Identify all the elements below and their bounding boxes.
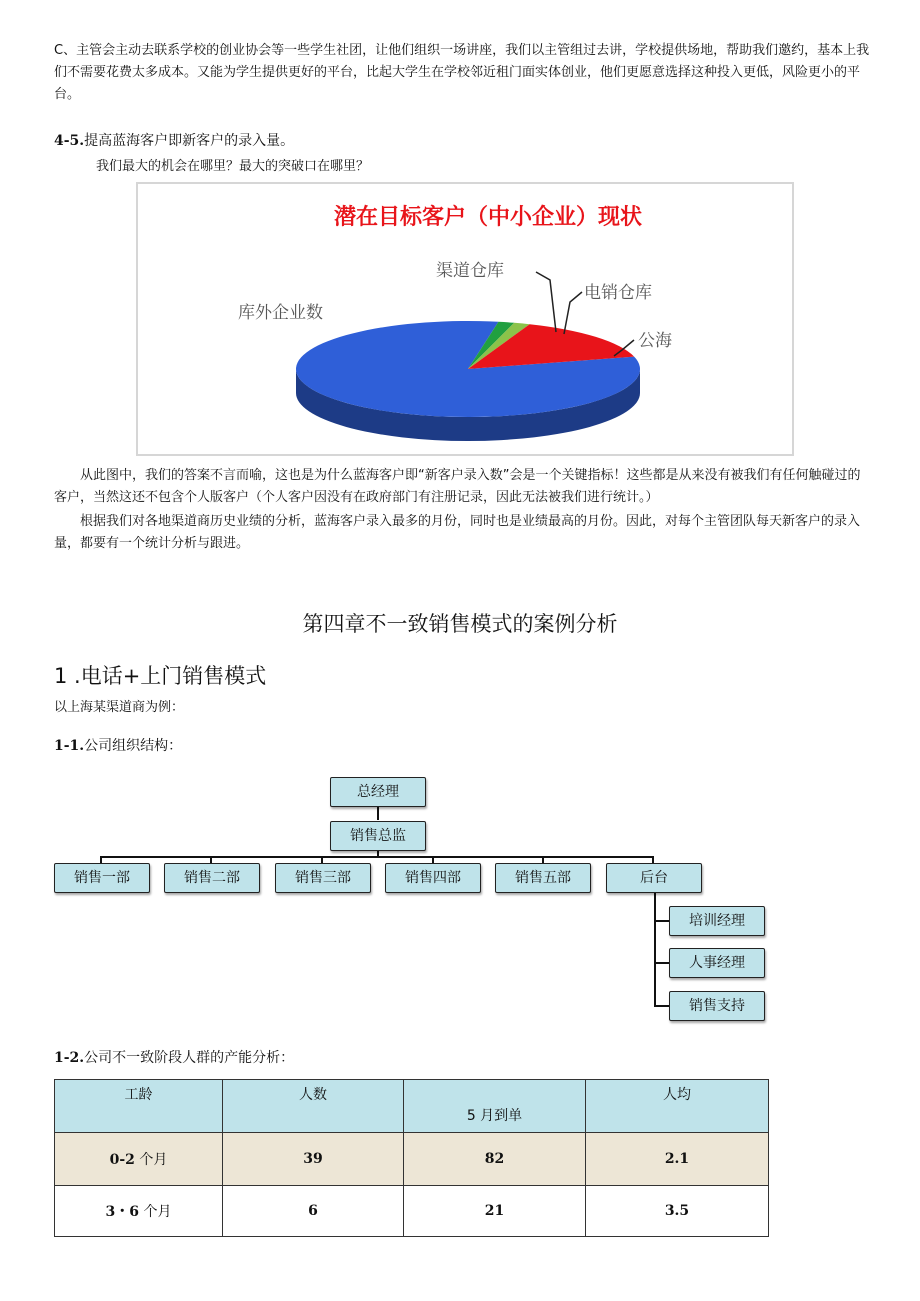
org-node-sales-dept-4: 销售四部 — [385, 863, 481, 893]
table-header-cell — [404, 1080, 586, 1133]
header-headcount: 人数 — [299, 1087, 327, 1103]
tenure-unit: 个月 — [139, 1152, 168, 1168]
tenure-range: 3・6 — [105, 1204, 140, 1220]
cell-average: 2.1 — [586, 1133, 769, 1186]
org-node-sales-dept-5: 销售五部 — [495, 863, 591, 893]
table-heading-text: 公司不一致阶段人群的产能分析： — [84, 1050, 295, 1066]
org-chart — [0, 770, 920, 1030]
question-text: 我们最大的机会在哪里？最大的突破口在哪里？ — [96, 159, 370, 174]
connector-backoffice-3 — [654, 1005, 670, 1007]
table-header-cell — [55, 1080, 223, 1133]
pie-leader-line — [564, 292, 582, 334]
table-header-cell — [223, 1080, 404, 1133]
header-tenure: 工龄 — [124, 1087, 153, 1103]
cell-orders: 82 — [404, 1133, 586, 1186]
org-node-sales-dept-2: 销售二部 — [164, 863, 260, 893]
table-heading-number: 1-2. — [54, 1050, 85, 1066]
example-text: 以上海某渠道商为例： — [54, 700, 185, 715]
pie-chart — [138, 184, 792, 454]
org-node-sales-support: 销售支持 — [669, 991, 765, 1021]
tenure-range: 0-2 — [109, 1152, 135, 1168]
table-row — [55, 1133, 769, 1186]
org-node-general-manager: 总经理 — [330, 777, 426, 807]
cell-orders: 21 — [404, 1186, 586, 1237]
table-header-cell — [586, 1080, 769, 1133]
pie-label: 电销仓库 — [584, 283, 652, 303]
table-row — [55, 1186, 769, 1237]
pie-chart-container — [136, 182, 794, 456]
productivity-table — [54, 1079, 769, 1237]
org-node-sales-director: 销售总监 — [330, 821, 426, 851]
cell-headcount: 6 — [223, 1186, 404, 1237]
header-may-orders: 5 月到单 — [466, 1108, 523, 1124]
table-cell — [55, 1186, 223, 1237]
cell-average: 3.5 — [586, 1186, 769, 1237]
table-heading — [54, 1047, 294, 1067]
section-title: 1 .电话+上门销售模式 — [54, 664, 267, 688]
org-node-sales-dept-3: 销售三部 — [275, 863, 371, 893]
connector-gm-director — [377, 806, 379, 820]
heading-4-5-number: 4-5. — [54, 133, 85, 149]
connector-dept-bus — [100, 856, 654, 858]
pie-label: 渠道仓库 — [436, 261, 504, 281]
table-cell — [55, 1133, 223, 1186]
heading-4-5 — [54, 130, 294, 150]
org-node-backoffice: 后台 — [606, 863, 702, 893]
pie-label: 库外企业数 — [238, 303, 323, 323]
heading-4-5-text: 提高蓝海客户即新客户的录入量。 — [84, 133, 295, 149]
org-node-sales-dept-1: 销售一部 — [54, 863, 150, 893]
cell-headcount: 39 — [223, 1133, 404, 1186]
connector-backoffice-2 — [654, 962, 670, 964]
table-header-row — [55, 1080, 769, 1133]
org-node-training-manager: 培训经理 — [669, 906, 765, 936]
header-average: 人均 — [663, 1087, 691, 1103]
chart-title: 潜在目标客户（中小企业）现状 — [333, 205, 643, 230]
org-heading — [54, 735, 182, 755]
analysis-paragraph-2: 根据我们对各地渠道商历史业绩的分析，蓝海客户录入最多的月份，同时也是业绩最高的月份。因此，对每个主管团队每天新客户的录入量，都要有一个统计分析与跟进。 — [54, 514, 861, 551]
org-heading-text: 公司组织结构： — [84, 738, 183, 754]
connector-backoffice-1 — [654, 920, 670, 922]
pie-label: 公海 — [638, 331, 672, 351]
org-node-hr-manager: 人事经理 — [669, 948, 765, 978]
analysis-paragraph-1: 从此图中，我们的答案不言而喻，这也是为什么蓝海客户即“新客户录入数”会是一个关键指标！这些都是从来没有被我们有任何触碰过的客户，当然这还不包含个人版客户（个人客户因没有在政府部门有注册记录，因此无法被我们进行统计。） — [54, 468, 861, 505]
connector-backoffice-vertical — [654, 892, 656, 1006]
pie-leader-line — [536, 272, 556, 332]
chapter-title: 第四章不一致销售模式的案例分析 — [302, 612, 618, 636]
intro-paragraph: C、主管会主动去联系学校的创业协会等一些学生社团，让他们组织一场讲座，我们以主管组过去讲，学校提供场地，帮助我们邀约，基本上我们不需要花费太多成本。又能为学生提供更好的平台，比起大学生在学校邻近租门面实体创业，他们更愿意选择这种投入更低，风险更小的平台。 — [54, 43, 870, 102]
tenure-unit: 个月 — [143, 1204, 172, 1220]
org-heading-number: 1-1. — [54, 738, 85, 754]
